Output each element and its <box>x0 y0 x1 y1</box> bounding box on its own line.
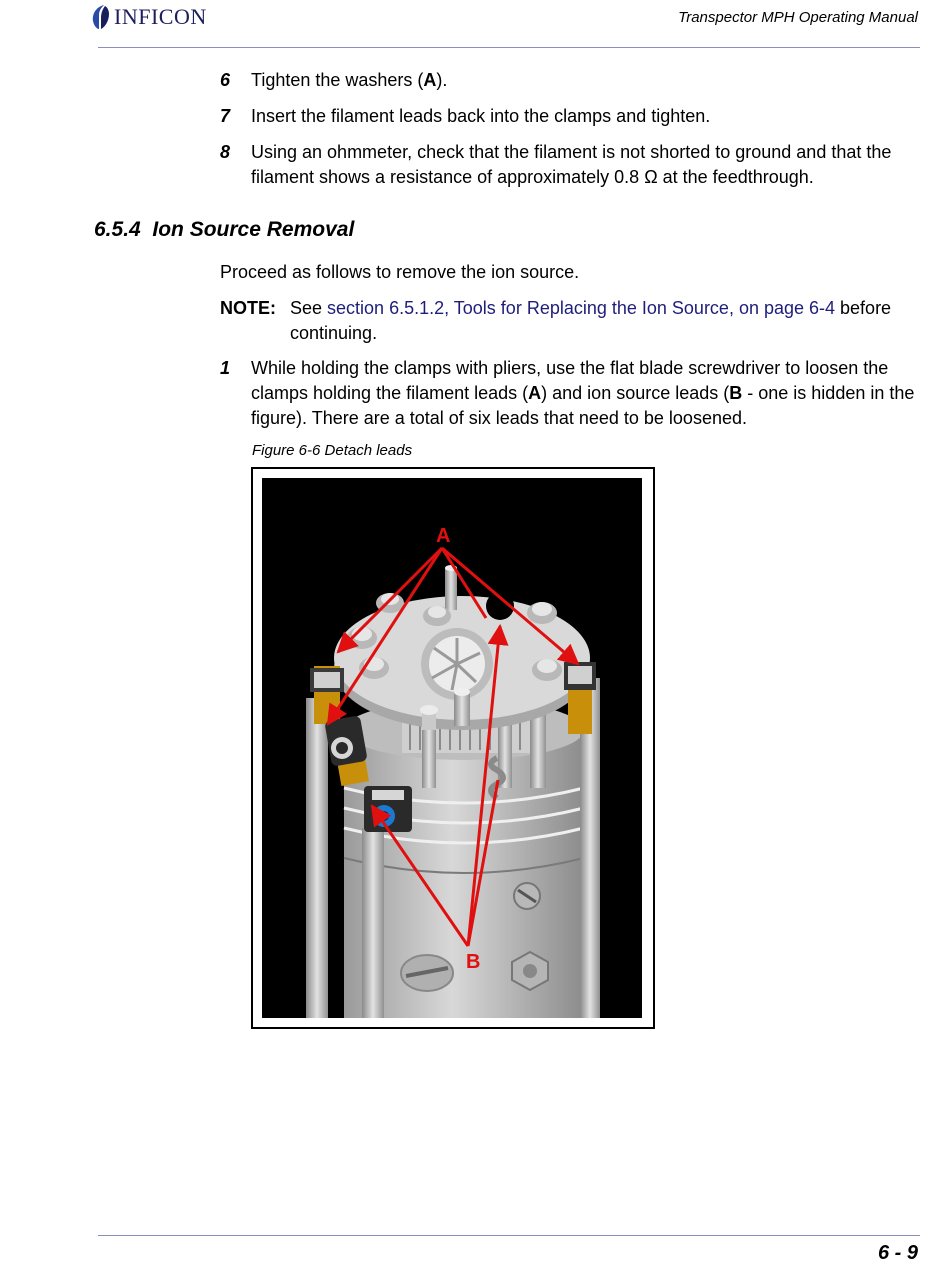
note-text: See <box>290 298 328 318</box>
ion-source-illustration <box>262 478 642 1018</box>
step-text: Insert the filament leads back into the clamps and tighten. <box>251 106 711 126</box>
inficon-logo <box>90 2 207 32</box>
section-intro: Proceed as follows to remove the ion source. <box>220 262 580 282</box>
manual-title: Transpector MPH Operating Manual <box>678 9 918 26</box>
step-text-part: - one is hidden in the figure). There are a total of six leads that need to be loosened. <box>251 383 915 428</box>
section-link[interactable]: section 6.5.1.2, Tools for Replacing the Ion Source, on page 6-4 <box>327 298 836 318</box>
note-body <box>290 296 920 346</box>
note-label: NOTE: <box>220 298 276 318</box>
callout-label-a: A <box>436 525 451 547</box>
inficon-logo-icon <box>90 3 112 31</box>
step-number: 6 <box>220 70 231 90</box>
step-6 <box>220 68 920 93</box>
step-number: 8 <box>220 142 231 162</box>
section-number: 6.5.4 <box>94 218 141 241</box>
step-text-part: ). <box>436 70 448 90</box>
filament-clamp-left-top <box>310 666 344 724</box>
logo-text: INFICON <box>114 4 207 29</box>
step-number: 1 <box>220 358 231 378</box>
callout-a-ref: A <box>528 383 542 403</box>
page-header <box>90 0 920 48</box>
note-block <box>220 296 920 346</box>
support-rod <box>306 698 328 1018</box>
footer-rule <box>98 1235 920 1236</box>
figure-frame <box>251 467 655 1029</box>
ion-source-clamp <box>364 786 412 832</box>
page-number: 6 - 9 <box>877 1242 918 1264</box>
step-text <box>251 68 920 93</box>
step-1 <box>220 356 920 431</box>
callout-b-ref: B <box>729 383 743 403</box>
callout-a-ref: A <box>423 70 437 90</box>
figure-caption: Figure 6-6 Detach leads <box>252 442 413 459</box>
ion-source-drawing <box>262 478 642 1018</box>
step-8 <box>220 140 920 190</box>
support-rod <box>362 828 384 1018</box>
section-heading <box>94 218 354 242</box>
step-text-part: While holding the clamps with pliers, use the flat blade screwdriver to loosen the clamps holding the filament leads ( <box>251 358 889 403</box>
step-text <box>251 356 920 431</box>
step-7 <box>220 104 920 129</box>
step-text-part: Tighten the washers ( <box>251 70 424 90</box>
filament-clamp-right <box>564 662 596 734</box>
step-text-part: ) and ion source leads ( <box>541 383 730 403</box>
callout-label-b: B <box>466 951 481 973</box>
note-text: before continuing. <box>290 298 892 343</box>
step-number: 7 <box>220 106 231 126</box>
step-text: Using an ohmmeter, check that the filament is not shorted to ground and that the filament shows a resistance of approximately 0.8 Ω at the feedthrough. <box>251 142 892 187</box>
section-title: Ion Source Removal <box>152 218 355 241</box>
header-rule <box>98 47 920 48</box>
